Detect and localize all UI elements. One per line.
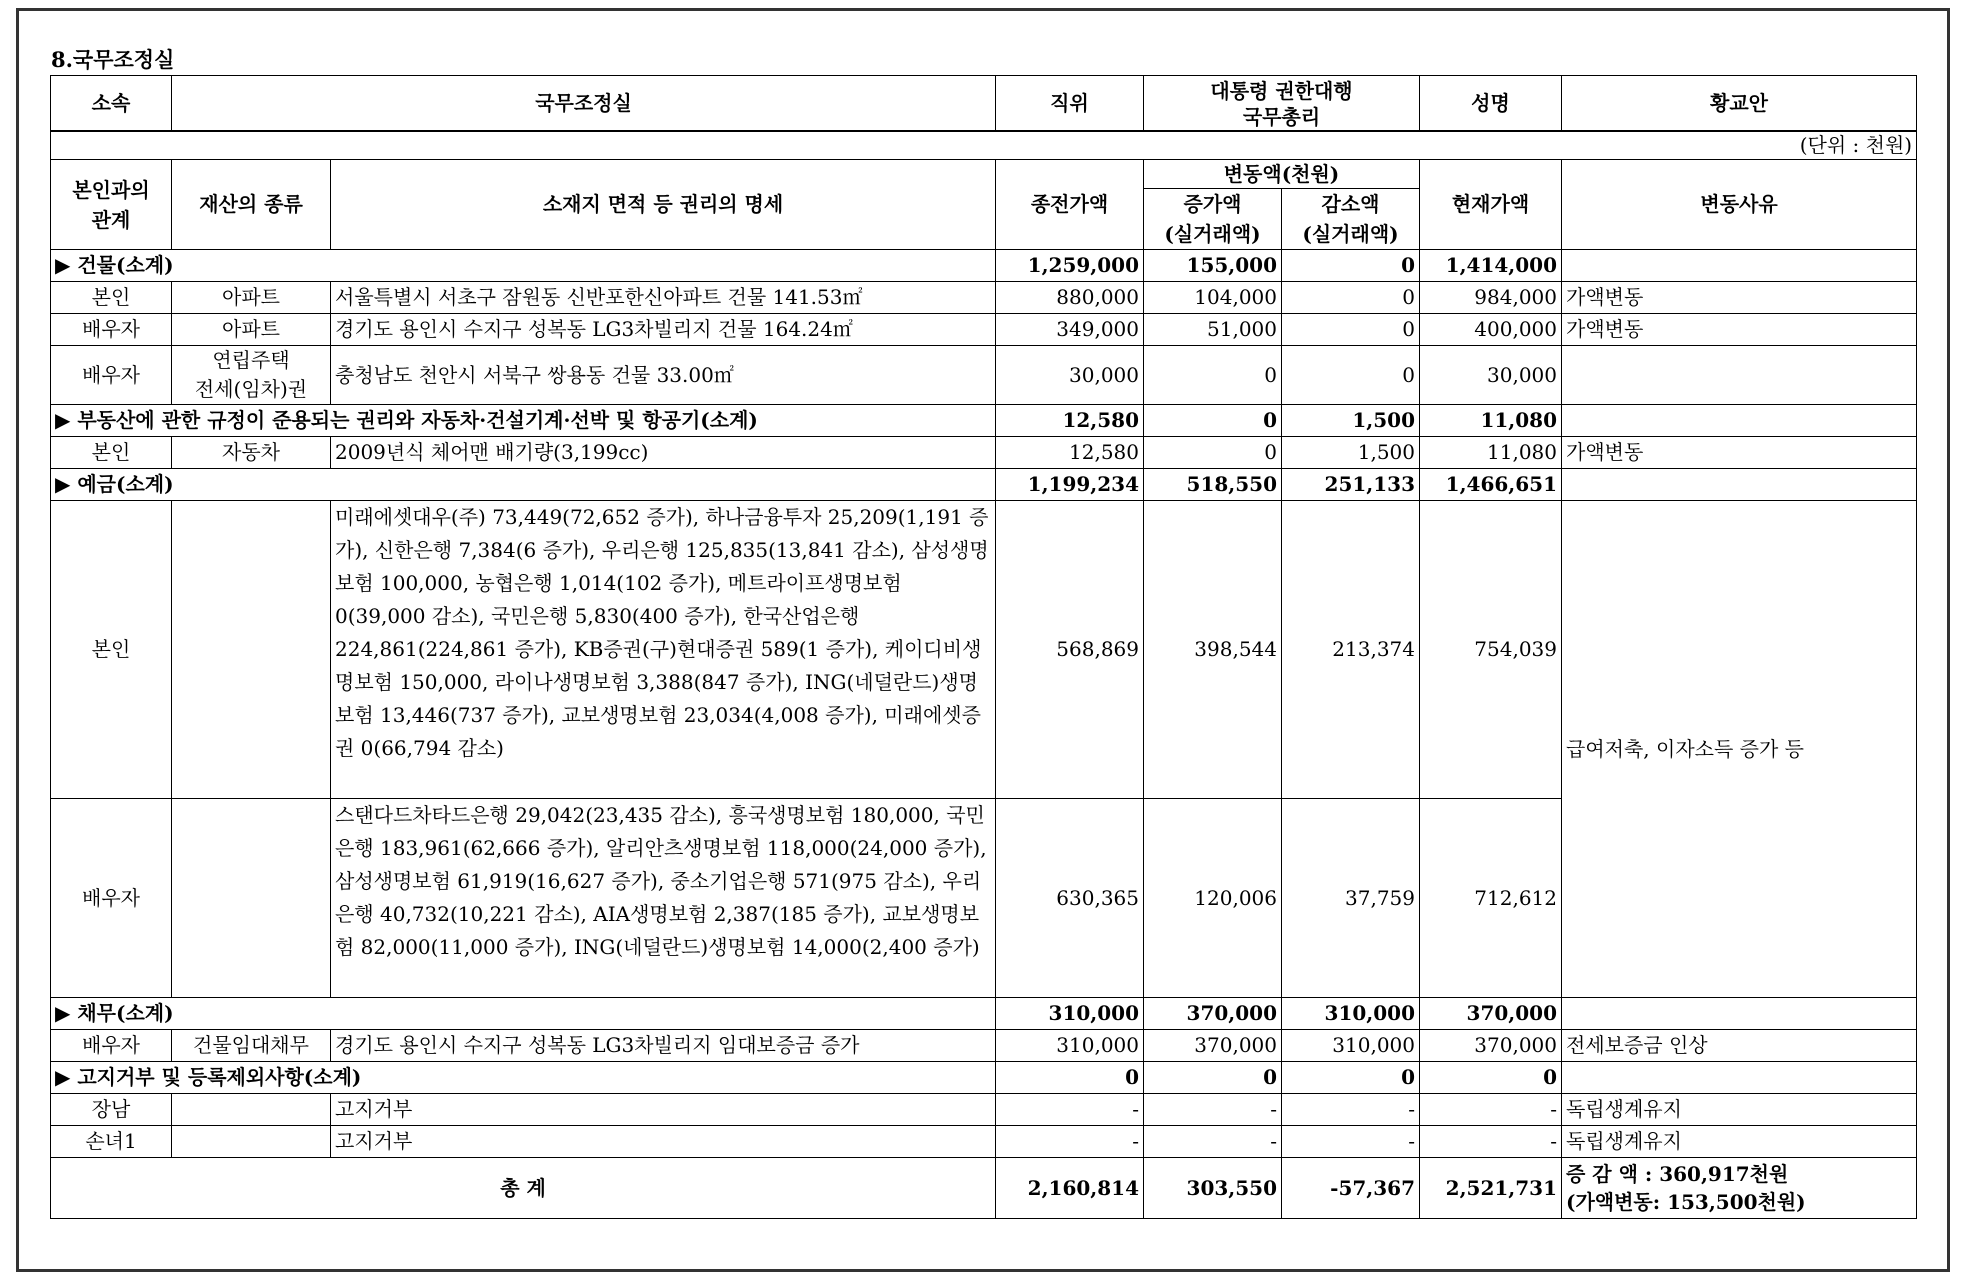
- prev-value: 880,000: [996, 282, 1144, 314]
- desc-cell: 고지거부: [331, 1094, 996, 1126]
- desc-cell: 미래에셋대우(주) 73,449(72,652 증가), 하나금융투자 25,209(1,191 증가), 신한은행 7,384(6 증가), 우리은행 125,835(13,841 감소), 삼성생명보험 100,000, 농협은행 1,014(102 증가), 메트라이프생명보험 0(39,000 감소), 국민은행 5,830(400 증가), 한국산업은행 224,861(224,861 증가), KB증권(구)현대증권 589(1 증가), 케이디비생명보험 150,000, 라이나생명보험 3,388(847 증가), ING(네덜란드)생명보험 13,446(737 증가), 교보생명보험 23,034(4,008 증가), 미래에셋증권 0(66,794 감소): [331, 501, 996, 799]
- subtotal-label: ▶ 고지거부 및 등록제외사항(소계): [51, 1062, 996, 1094]
- reason-value: [1562, 1062, 1917, 1094]
- total-note: [1562, 1158, 1917, 1219]
- total-dec: -57,367: [1282, 1158, 1420, 1219]
- relation-cell: 배우자: [51, 1030, 172, 1062]
- reason-value: [1562, 405, 1917, 437]
- affiliation-value: 국무조정실: [172, 76, 996, 132]
- curr-value: 11,080: [1420, 437, 1562, 469]
- inc-value: 370,000: [1144, 1030, 1282, 1062]
- desc-cell: 서울특별시 서초구 잠원동 신반포한신아파트 건물 141.53㎡: [331, 282, 996, 314]
- table-row: [51, 437, 1917, 469]
- dec-value: 213,374: [1282, 501, 1420, 799]
- affiliation-label: 소속: [51, 76, 172, 132]
- subtotal-row: [51, 1062, 1917, 1094]
- reason-value: [1562, 250, 1917, 282]
- desc-cell: 고지거부: [331, 1126, 996, 1158]
- inc-value: 0: [1144, 346, 1282, 405]
- total-label: 총 계: [51, 1158, 996, 1219]
- inc-value: -: [1144, 1126, 1282, 1158]
- total-prev: 2,160,814: [996, 1158, 1144, 1219]
- curr-value: 370,000: [1420, 1030, 1562, 1062]
- section-title: 8.국무조정실: [51, 47, 175, 72]
- inc-value: 0: [1144, 437, 1282, 469]
- prev-value: 349,000: [996, 314, 1144, 346]
- dec-value: -: [1282, 1126, 1420, 1158]
- relation-cell: 장남: [51, 1094, 172, 1126]
- subtotal-row: [51, 469, 1917, 501]
- desc-cell: 경기도 용인시 수지구 성복동 LG3차빌리지 임대보증금 증가: [331, 1030, 996, 1062]
- reason-value: 가액변동: [1562, 314, 1917, 346]
- prev-value: 1,199,234: [996, 469, 1144, 501]
- name-value: 황교안: [1562, 76, 1917, 132]
- curr-value: 30,000: [1420, 346, 1562, 405]
- curr-value: 1,414,000: [1420, 250, 1562, 282]
- reason-value: [1562, 998, 1917, 1030]
- type-cell: [172, 799, 331, 998]
- prev-value: -: [996, 1094, 1144, 1126]
- curr-value: 400,000: [1420, 314, 1562, 346]
- table-row: [51, 501, 1917, 799]
- type-cell: 자동차: [172, 437, 331, 469]
- table-row: [51, 346, 1917, 405]
- subtotal-label: ▶ 예금(소계): [51, 469, 996, 501]
- reason-value: 전세보증금 인상: [1562, 1030, 1917, 1062]
- table-row: [51, 282, 1917, 314]
- prev-value: 630,365: [996, 799, 1144, 998]
- prev-value: 0: [996, 1062, 1144, 1094]
- dec-value: 0: [1282, 314, 1420, 346]
- reason-value: 가액변동: [1562, 437, 1917, 469]
- total-inc: 303,550: [1144, 1158, 1282, 1219]
- prev-value: 12,580: [996, 405, 1144, 437]
- dec-value: 251,133: [1282, 469, 1420, 501]
- dec-value: 0: [1282, 346, 1420, 405]
- position-value: 대통령 권한대행 국무총리: [1144, 76, 1420, 132]
- header-dec: 감소액 (실거래액): [1282, 189, 1420, 250]
- curr-value: 984,000: [1420, 282, 1562, 314]
- type-cell: [172, 1126, 331, 1158]
- name-label: 성명: [1420, 76, 1562, 132]
- desc-cell: 스탠다드차타드은행 29,042(23,435 감소), 흥국생명보험 180,000, 국민은행 183,961(62,666 증가), 알리안츠생명보험 118,000(24,000 증가), 삼성생명보험 61,919(16,627 증가), 중소기업은행 571(975 감소), 우리은행 40,732(10,221 감소), AIA생명보험 2,387(185 증가), 교보생명보험 82,000(11,000 증가), ING(네덜란드)생명보험 14,000(2,400 증가): [331, 799, 996, 998]
- inc-value: 104,000: [1144, 282, 1282, 314]
- reason-value: [1562, 469, 1917, 501]
- subtotal-label: ▶ 건물(소계): [51, 250, 996, 282]
- type-cell: 연립주택 전세(임차)권: [172, 346, 331, 405]
- reason-value: 급여저축, 이자소득 증가 등: [1562, 501, 1917, 998]
- reason-value: 독립생계유지: [1562, 1126, 1917, 1158]
- type-cell: 아파트: [172, 314, 331, 346]
- property-table: [50, 130, 1917, 1219]
- curr-value: 370,000: [1420, 998, 1562, 1030]
- type-cell: [172, 1094, 331, 1126]
- table-row: [51, 314, 1917, 346]
- table-row: [51, 1126, 1917, 1158]
- header-type: 재산의 종류: [172, 160, 331, 250]
- subtotal-row: [51, 250, 1917, 282]
- relation-cell: 배우자: [51, 799, 172, 998]
- dec-value: 310,000: [1282, 998, 1420, 1030]
- curr-value: -: [1420, 1126, 1562, 1158]
- desc-cell: 경기도 용인시 수지구 성복동 LG3차빌리지 건물 164.24㎡: [331, 314, 996, 346]
- dec-value: -: [1282, 1094, 1420, 1126]
- reason-value: 독립생계유지: [1562, 1094, 1917, 1126]
- curr-value: 712,612: [1420, 799, 1562, 998]
- total-row: [51, 1158, 1917, 1219]
- prev-value: 12,580: [996, 437, 1144, 469]
- type-cell: [172, 501, 331, 799]
- desc-cell: 충청남도 천안시 서북구 쌍용동 건물 33.00㎡: [331, 346, 996, 405]
- prev-value: 310,000: [996, 998, 1144, 1030]
- table-row: [51, 1094, 1917, 1126]
- unit-label: (단위 : 천원): [51, 131, 1917, 160]
- type-cell: 건물임대채무: [172, 1030, 331, 1062]
- curr-value: -: [1420, 1094, 1562, 1126]
- inc-value: -: [1144, 1094, 1282, 1126]
- relation-cell: 본인: [51, 501, 172, 799]
- relation-cell: 본인: [51, 282, 172, 314]
- inc-value: 518,550: [1144, 469, 1282, 501]
- header-desc: 소재지 면적 등 권리의 명세: [331, 160, 996, 250]
- dec-value: 37,759: [1282, 799, 1420, 998]
- header-prev: 종전가액: [996, 160, 1144, 250]
- inc-value: 370,000: [1144, 998, 1282, 1030]
- subtotal-label: ▶ 채무(소계): [51, 998, 996, 1030]
- relation-cell: 손녀1: [51, 1126, 172, 1158]
- header-reason: 변동사유: [1562, 160, 1917, 250]
- subtotal-row: [51, 405, 1917, 437]
- inc-value: 0: [1144, 405, 1282, 437]
- prev-value: 310,000: [996, 1030, 1144, 1062]
- header-change: 변동액(천원): [1144, 160, 1420, 189]
- desc-cell: 2009년식 체어맨 배기량(3,199cc): [331, 437, 996, 469]
- subtotal-label: ▶ 부동산에 관한 규정이 준용되는 권리와 자동차·건설기계·선박 및 항공기(소계): [51, 405, 996, 437]
- inc-value: 120,006: [1144, 799, 1282, 998]
- curr-value: 0: [1420, 1062, 1562, 1094]
- total-change-note: 증 감 액 : 360,917천원: [1566, 1162, 1789, 1186]
- subtotal-row: [51, 998, 1917, 1030]
- official-info-table: [50, 75, 1917, 132]
- table-row: [51, 1030, 1917, 1062]
- inc-value: 51,000: [1144, 314, 1282, 346]
- relation-cell: 배우자: [51, 314, 172, 346]
- total-curr: 2,521,731: [1420, 1158, 1562, 1219]
- inc-value: 155,000: [1144, 250, 1282, 282]
- reason-value: 가액변동: [1562, 282, 1917, 314]
- dec-value: 310,000: [1282, 1030, 1420, 1062]
- dec-value: 0: [1282, 1062, 1420, 1094]
- position-label: 직위: [996, 76, 1144, 132]
- relation-cell: 본인: [51, 437, 172, 469]
- prev-value: 1,259,000: [996, 250, 1144, 282]
- dec-value: 0: [1282, 250, 1420, 282]
- header-inc: 증가액 (실거래액): [1144, 189, 1282, 250]
- type-cell: 아파트: [172, 282, 331, 314]
- prev-value: -: [996, 1126, 1144, 1158]
- header-curr: 현재가액: [1420, 160, 1562, 250]
- relation-cell: 배우자: [51, 346, 172, 405]
- dec-value: 0: [1282, 282, 1420, 314]
- curr-value: 1,466,651: [1420, 469, 1562, 501]
- curr-value: 754,039: [1420, 501, 1562, 799]
- curr-value: 11,080: [1420, 405, 1562, 437]
- total-price-change-note: (가액변동: 153,500천원): [1566, 1190, 1806, 1214]
- prev-value: 568,869: [996, 501, 1144, 799]
- prev-value: 30,000: [996, 346, 1144, 405]
- inc-value: 398,544: [1144, 501, 1282, 799]
- inc-value: 0: [1144, 1062, 1282, 1094]
- reason-value: [1562, 346, 1917, 405]
- header-relation: 본인과의 관계: [51, 160, 172, 250]
- dec-value: 1,500: [1282, 437, 1420, 469]
- dec-value: 1,500: [1282, 405, 1420, 437]
